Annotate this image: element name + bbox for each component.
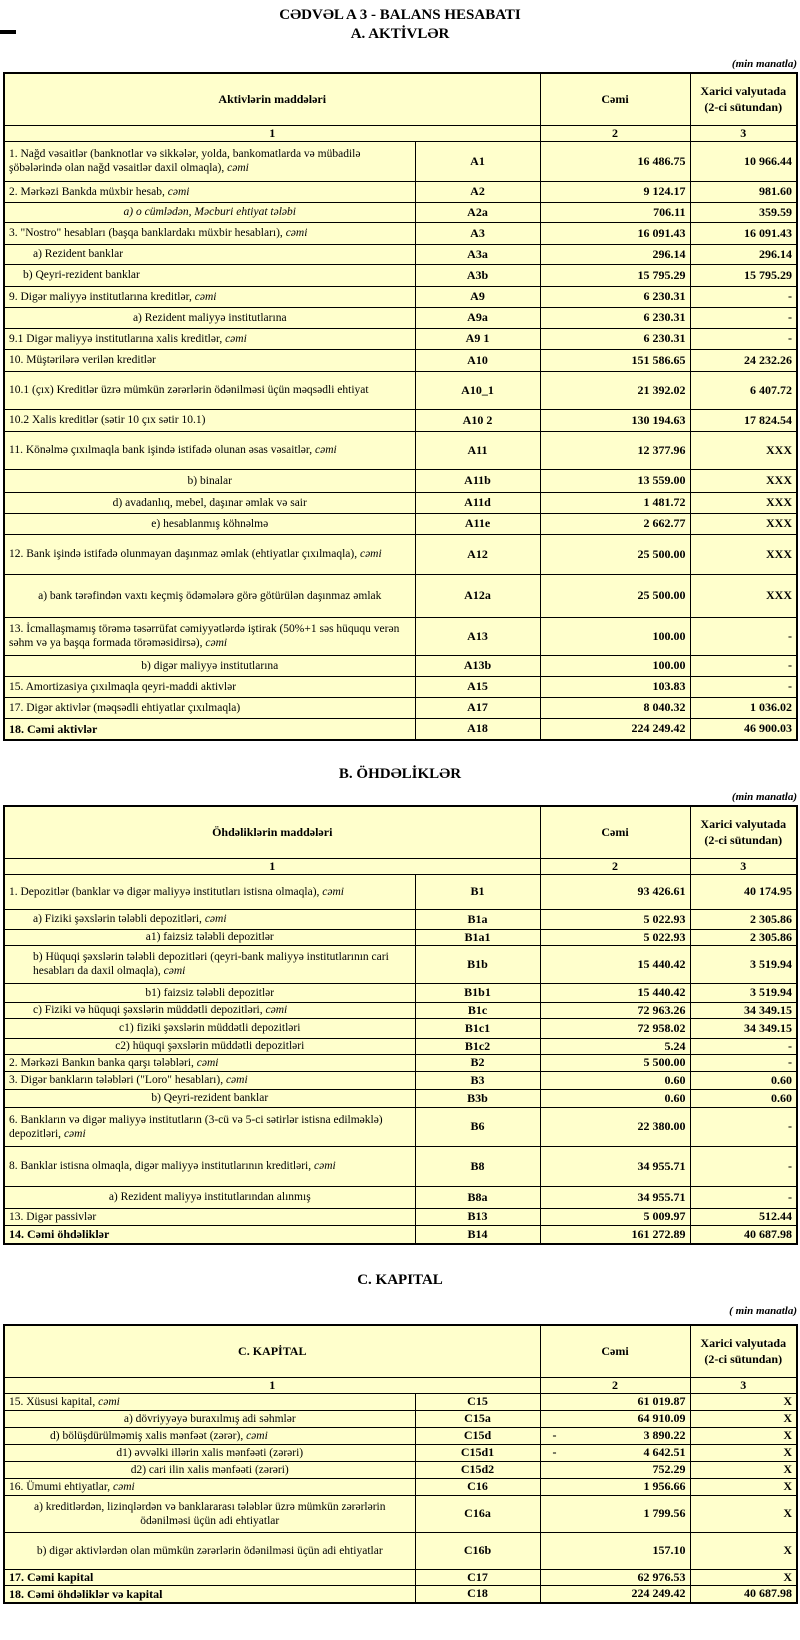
value-total: 15 440.42 bbox=[540, 983, 690, 1002]
col-total-header: Cəmi bbox=[540, 73, 690, 125]
scan-artifact bbox=[0, 30, 16, 34]
header-row bbox=[4, 1325, 797, 1377]
section-title-liabilities: B. ÖHDƏLİKLƏR bbox=[338, 766, 462, 782]
value-total: 224 249.42 bbox=[540, 718, 690, 740]
value-foreign: X bbox=[690, 1532, 797, 1569]
item-code: A10_1 bbox=[415, 371, 540, 409]
value-total: 34 955.71 bbox=[540, 1146, 690, 1186]
table-row bbox=[4, 1208, 797, 1225]
table-row bbox=[4, 676, 797, 697]
item-label: 18. Cəmi öhdəliklər və kapital bbox=[4, 1585, 415, 1603]
table-row bbox=[4, 574, 797, 617]
table-row bbox=[4, 409, 797, 431]
value-foreign: - bbox=[690, 1038, 797, 1054]
value-total: 157.10 bbox=[540, 1532, 690, 1569]
table-row bbox=[4, 1585, 797, 1603]
table-row bbox=[4, 469, 797, 492]
table-row bbox=[4, 1018, 797, 1038]
value-total: 1 956.66 bbox=[540, 1478, 690, 1495]
value-total: 5 022.93 bbox=[540, 909, 690, 929]
value-total: 100.00 bbox=[540, 617, 690, 655]
table-row bbox=[4, 1444, 797, 1461]
value-total: 21 392.02 bbox=[540, 371, 690, 409]
value-total: 93 426.61 bbox=[540, 874, 690, 909]
value-foreign: 359.59 bbox=[690, 202, 797, 222]
value-foreign: XXX bbox=[690, 469, 797, 492]
value-total: 706.11 bbox=[540, 202, 690, 222]
value-total: 25 500.00 bbox=[540, 574, 690, 617]
value-foreign: X bbox=[690, 1569, 797, 1585]
table-row bbox=[4, 945, 797, 983]
table-row bbox=[4, 492, 797, 513]
item-code: B1b bbox=[415, 945, 540, 983]
item-code: A12a bbox=[415, 574, 540, 617]
value-foreign: 2 305.86 bbox=[690, 909, 797, 929]
value-foreign: X bbox=[690, 1393, 797, 1410]
item-label: 2. Mərkəzi Bankın banka qarşı tələbləri, cəmi bbox=[4, 1054, 415, 1071]
item-code: A2a bbox=[415, 202, 540, 222]
value-foreign: 10 966.44 bbox=[690, 141, 797, 181]
value-total: 1 799.56 bbox=[540, 1495, 690, 1532]
value-total: 6 230.31 bbox=[540, 286, 690, 307]
item-code: A10 2 bbox=[415, 409, 540, 431]
item-label: b) digər aktivlərdən olan mümkün zərərlərin ödənilməsi üçün adi ehtiyatlar bbox=[4, 1532, 415, 1569]
item-label: 14. Cəmi öhdəliklər bbox=[4, 1225, 415, 1244]
table-row bbox=[4, 697, 797, 718]
value-foreign: - bbox=[690, 676, 797, 697]
table-row bbox=[4, 1478, 797, 1495]
table-row bbox=[4, 1569, 797, 1585]
item-label: 1. Nağd vəsaitlər (banknotlar və sikkələr, yolda, bankomatlarda və mübadilə şöbələrində olan nağd vəsaitlər daxil olmaqla), cəmi bbox=[4, 141, 415, 181]
value-total: 13 559.00 bbox=[540, 469, 690, 492]
item-label: 12. Bank işində istifadə olunmayan daşınmaz əmlak (ehtiyatlar çıxılmaqla), cəmi bbox=[4, 534, 415, 574]
value-total: - 3 890.22 bbox=[540, 1427, 690, 1444]
section-capital bbox=[0, 1271, 800, 1604]
item-label: 6. Bankların və digər maliyyə institutların (3-cü və 5-ci sətirlər istisna edilməklə) depozitləri, cəmi bbox=[4, 1107, 415, 1146]
value-total: 0.60 bbox=[540, 1071, 690, 1089]
item-code: A11e bbox=[415, 513, 540, 534]
value-foreign: 16 091.43 bbox=[690, 222, 797, 244]
value-total: 151 586.65 bbox=[540, 349, 690, 371]
table-row bbox=[4, 534, 797, 574]
value-foreign: - bbox=[690, 1146, 797, 1186]
item-label: 1. Depozitlər (banklar və digər maliyyə institutları istisna olmaqla), cəmi bbox=[4, 874, 415, 909]
page-title: CƏDVƏL A 3 - BALANS HESABATI bbox=[279, 7, 521, 23]
table-row bbox=[4, 1002, 797, 1018]
item-code: A12 bbox=[415, 534, 540, 574]
value-total: 161 272.89 bbox=[540, 1225, 690, 1244]
value-foreign: - bbox=[690, 617, 797, 655]
table-row bbox=[4, 307, 797, 328]
item-label: a) Rezident banklar bbox=[4, 244, 415, 264]
item-code: A1 bbox=[415, 141, 540, 181]
value-total: 1 481.72 bbox=[540, 492, 690, 513]
value-foreign: - bbox=[690, 328, 797, 349]
table-row bbox=[4, 617, 797, 655]
value-foreign: - bbox=[690, 1186, 797, 1208]
item-code: C18 bbox=[415, 1585, 540, 1603]
value-foreign: X bbox=[690, 1495, 797, 1532]
value-foreign: XXX bbox=[690, 492, 797, 513]
item-code: C15d1 bbox=[415, 1444, 540, 1461]
value-foreign: 40 687.98 bbox=[690, 1225, 797, 1244]
item-label: 9.1 Digər maliyyə institutlarına xalis kreditlər, cəmi bbox=[4, 328, 415, 349]
value-total: 25 500.00 bbox=[540, 534, 690, 574]
table-row bbox=[4, 513, 797, 534]
item-label: 2. Mərkəzi Bankda müxbir hesab, cəmi bbox=[4, 181, 415, 202]
item-code: A11d bbox=[415, 492, 540, 513]
value-foreign: X bbox=[690, 1410, 797, 1427]
item-code: C17 bbox=[415, 1569, 540, 1585]
col-num: 2 bbox=[540, 1377, 690, 1393]
col-num: 2 bbox=[540, 858, 690, 874]
item-label: 17. Cəmi kapital bbox=[4, 1569, 415, 1585]
table-row bbox=[4, 1054, 797, 1071]
col-num: 3 bbox=[690, 125, 797, 141]
table-row bbox=[4, 1186, 797, 1208]
col-total-header: Cəmi bbox=[540, 1325, 690, 1377]
value-total: 752.29 bbox=[540, 1461, 690, 1478]
item-code: B13 bbox=[415, 1208, 540, 1225]
value-foreign: 40 687.98 bbox=[690, 1585, 797, 1603]
item-label: 17. Digər aktivlər (məqsədli ehtiyatlar çıxılmaqla) bbox=[4, 697, 415, 718]
item-code: B1c bbox=[415, 1002, 540, 1018]
value-total: 72 963.26 bbox=[540, 1002, 690, 1018]
unit-note: ( min manatla) bbox=[729, 1305, 797, 1317]
value-total: 15 440.42 bbox=[540, 945, 690, 983]
item-label: 15. Xüsusi kapital, cəmi bbox=[4, 1393, 415, 1410]
table-row bbox=[4, 1146, 797, 1186]
value-total: 224 249.42 bbox=[540, 1585, 690, 1603]
unit-note: (min manatla) bbox=[731, 791, 797, 803]
value-foreign: X bbox=[690, 1478, 797, 1495]
item-code: A9a bbox=[415, 307, 540, 328]
value-foreign: 296.14 bbox=[690, 244, 797, 264]
item-code: A9 bbox=[415, 286, 540, 307]
value-foreign: 15 795.29 bbox=[690, 264, 797, 286]
item-label: c) Fiziki və hüquqi şəxslərin müddətli depozitləri, cəmi bbox=[4, 1002, 415, 1018]
value-total: 0.60 bbox=[540, 1089, 690, 1107]
col-total-header: Cəmi bbox=[540, 806, 690, 858]
item-label: d1) əvvəlki illərin xalis mənfəəti (zərəri) bbox=[4, 1444, 415, 1461]
value-total: 16 486.75 bbox=[540, 141, 690, 181]
table-row bbox=[4, 141, 797, 181]
item-label: a) Fiziki şəxslərin tələbli depozitləri, cəmi bbox=[4, 909, 415, 929]
unit-note: (min manatla) bbox=[731, 58, 797, 70]
item-code: B1c2 bbox=[415, 1038, 540, 1054]
value-total: 5 500.00 bbox=[540, 1054, 690, 1071]
item-code: A3a bbox=[415, 244, 540, 264]
table-row bbox=[4, 1427, 797, 1444]
item-code: A2 bbox=[415, 181, 540, 202]
item-code: C15a bbox=[415, 1410, 540, 1427]
item-code: B1 bbox=[415, 874, 540, 909]
value-foreign: 0.60 bbox=[690, 1071, 797, 1089]
table-row bbox=[4, 909, 797, 929]
header-row bbox=[4, 806, 797, 858]
col-items-header: C. KAPİTAL bbox=[4, 1325, 540, 1377]
value-foreign: - bbox=[690, 1107, 797, 1146]
minus-sign: - bbox=[552, 1445, 557, 1459]
section-title-capital: C. KAPITAL bbox=[357, 1272, 443, 1288]
item-label: a) bank tərəfindən vaxtı keçmiş ödəmələrə görə götürülən daşınmaz əmlak bbox=[4, 574, 415, 617]
table-row bbox=[4, 1461, 797, 1478]
minus-sign: - bbox=[552, 1428, 557, 1442]
value-foreign: - bbox=[690, 307, 797, 328]
value-total: 15 795.29 bbox=[540, 264, 690, 286]
item-label: 9. Digər maliyyə institutlarına kreditlər, cəmi bbox=[4, 286, 415, 307]
item-label: d) bölüşdürülməmiş xalis mənfəət (zərər), cəmi bbox=[4, 1427, 415, 1444]
table-row bbox=[4, 718, 797, 740]
value-foreign: - bbox=[690, 655, 797, 676]
value-total: 16 091.43 bbox=[540, 222, 690, 244]
value-total: 296.14 bbox=[540, 244, 690, 264]
item-label: 3. "Nostro" hesabları (başqa banklardakı müxbir hesabları), cəmi bbox=[4, 222, 415, 244]
item-code: C15 bbox=[415, 1393, 540, 1410]
item-label: 3. Digər bankların tələbləri ("Loro" hesabları), cəmi bbox=[4, 1071, 415, 1089]
item-code: B14 bbox=[415, 1225, 540, 1244]
value-total: 8 040.32 bbox=[540, 697, 690, 718]
value-foreign: 2 305.86 bbox=[690, 929, 797, 945]
item-code: B6 bbox=[415, 1107, 540, 1146]
value-total: 6 230.31 bbox=[540, 307, 690, 328]
value-foreign: - bbox=[690, 286, 797, 307]
value-total: 2 662.77 bbox=[540, 513, 690, 534]
table-row bbox=[4, 431, 797, 469]
item-label: 10.2 Xalis kreditlər (sətir 10 çıx sətir 10.1) bbox=[4, 409, 415, 431]
col-items-header: Aktivlərin maddələri bbox=[4, 73, 540, 125]
item-code: B3 bbox=[415, 1071, 540, 1089]
col-num: 1 bbox=[4, 858, 540, 874]
value-foreign: 6 407.72 bbox=[690, 371, 797, 409]
section-liabilities bbox=[0, 765, 800, 1245]
value-foreign: 1 036.02 bbox=[690, 697, 797, 718]
item-label: b) digər maliyyə institutlarına bbox=[4, 655, 415, 676]
item-label: 15. Amortizasiya çıxılmaqla qeyri-maddi aktivlər bbox=[4, 676, 415, 697]
value-foreign: X bbox=[690, 1427, 797, 1444]
table-row bbox=[4, 1089, 797, 1107]
item-label: c1) fiziki şəxslərin müddətli depozitləri bbox=[4, 1018, 415, 1038]
item-label: a) Rezident maliyyə institutlarından alınmış bbox=[4, 1186, 415, 1208]
value-total: 64 910.09 bbox=[540, 1410, 690, 1427]
col-foreign-header: Xarici valyutada (2-ci sütundan) bbox=[690, 806, 797, 858]
table-row bbox=[4, 1495, 797, 1532]
table-row bbox=[4, 181, 797, 202]
item-code: A11 bbox=[415, 431, 540, 469]
value-foreign: 3 519.94 bbox=[690, 945, 797, 983]
value-total: 6 230.31 bbox=[540, 328, 690, 349]
value-foreign: 24 232.26 bbox=[690, 349, 797, 371]
value-foreign: 17 824.54 bbox=[690, 409, 797, 431]
value-total: 5 022.93 bbox=[540, 929, 690, 945]
value-total: 12 377.96 bbox=[540, 431, 690, 469]
item-label: 10. Müştərilərə verilən kreditlər bbox=[4, 349, 415, 371]
item-label: b) Qeyri-rezident banklar bbox=[4, 1089, 415, 1107]
item-code: A10 bbox=[415, 349, 540, 371]
item-code: B1c1 bbox=[415, 1018, 540, 1038]
col-num: 3 bbox=[690, 1377, 797, 1393]
table-row bbox=[4, 1038, 797, 1054]
value-foreign: 0.60 bbox=[690, 1089, 797, 1107]
table-row bbox=[4, 1107, 797, 1146]
item-label: 16. Ümumi ehtiyatlar, cəmi bbox=[4, 1478, 415, 1495]
table-row bbox=[4, 874, 797, 909]
item-code: A13 bbox=[415, 617, 540, 655]
item-label: 13. İcmallaşmamış törəmə təsərrüfat cəmiyyətlərdə iştirak (50%+1 səs hüququ verən səhm və ya başqa formada törəməsidirsə), cəmi bbox=[4, 617, 415, 655]
item-label: 13. Digər passivlər bbox=[4, 1208, 415, 1225]
table-row bbox=[4, 328, 797, 349]
item-code: B8a bbox=[415, 1186, 540, 1208]
table-row bbox=[4, 1225, 797, 1244]
value-total: 100.00 bbox=[540, 655, 690, 676]
item-code: B1b1 bbox=[415, 983, 540, 1002]
table-row bbox=[4, 371, 797, 409]
item-code: A3b bbox=[415, 264, 540, 286]
value-foreign: XXX bbox=[690, 534, 797, 574]
table-row bbox=[4, 655, 797, 676]
col-items-header: Öhdəliklərin maddələri bbox=[4, 806, 540, 858]
value-foreign: XXX bbox=[690, 431, 797, 469]
col-foreign-header: Xarici valyutada (2-ci sütundan) bbox=[690, 73, 797, 125]
item-label: 8. Banklar istisna olmaqla, digər maliyyə institutlarının kreditləri, cəmi bbox=[4, 1146, 415, 1186]
item-code: A13b bbox=[415, 655, 540, 676]
table-row bbox=[4, 983, 797, 1002]
item-code: C15d2 bbox=[415, 1461, 540, 1478]
item-code: A17 bbox=[415, 697, 540, 718]
item-label: a1) faizsiz tələbli depozitlər bbox=[4, 929, 415, 945]
sections-container bbox=[0, 58, 800, 1604]
value-foreign: XXX bbox=[690, 574, 797, 617]
table-row bbox=[4, 222, 797, 244]
value-foreign: 34 349.15 bbox=[690, 1002, 797, 1018]
item-label: b) binalar bbox=[4, 469, 415, 492]
value-total: 9 124.17 bbox=[540, 181, 690, 202]
value-foreign: 46 900.03 bbox=[690, 718, 797, 740]
item-code: B1a1 bbox=[415, 929, 540, 945]
value-total: 61 019.87 bbox=[540, 1393, 690, 1410]
page-subtitle: A. AKTİVLƏR bbox=[350, 26, 450, 42]
table-row bbox=[4, 244, 797, 264]
item-label: c2) hüquqi şəxslərin müddətli depozitləri bbox=[4, 1038, 415, 1054]
title-block bbox=[0, 0, 800, 44]
table-row bbox=[4, 1393, 797, 1410]
column-number-row bbox=[4, 1377, 797, 1393]
value-foreign: - bbox=[690, 1054, 797, 1071]
col-num: 2 bbox=[540, 125, 690, 141]
item-code: C16a bbox=[415, 1495, 540, 1532]
item-code: B1a bbox=[415, 909, 540, 929]
col-num: 1 bbox=[4, 125, 540, 141]
table-row bbox=[4, 349, 797, 371]
value-foreign: XXX bbox=[690, 513, 797, 534]
item-label: d) avadanlıq, mebel, daşınar əmlak və sair bbox=[4, 492, 415, 513]
balance-table-liabilities bbox=[3, 805, 798, 1245]
item-label: a) Rezident maliyyə institutlarına bbox=[4, 307, 415, 328]
col-num: 3 bbox=[690, 858, 797, 874]
table-row bbox=[4, 1410, 797, 1427]
value-total: 62 976.53 bbox=[540, 1569, 690, 1585]
col-num: 1 bbox=[4, 1377, 540, 1393]
item-label: a) dövriyyəyə buraxılmış adi səhmlər bbox=[4, 1410, 415, 1427]
item-code: A15 bbox=[415, 676, 540, 697]
value-total: 130 194.63 bbox=[540, 409, 690, 431]
table-row bbox=[4, 286, 797, 307]
item-code: C16 bbox=[415, 1478, 540, 1495]
item-code: A11b bbox=[415, 469, 540, 492]
item-code: B3b bbox=[415, 1089, 540, 1107]
item-code: A3 bbox=[415, 222, 540, 244]
table-row bbox=[4, 264, 797, 286]
value-foreign: 34 349.15 bbox=[690, 1018, 797, 1038]
item-label: 11. Könəlmə çıxılmaqla bank işində istifadə olunan əsas vəsaitlər, cəmi bbox=[4, 431, 415, 469]
item-code: B8 bbox=[415, 1146, 540, 1186]
item-code: B2 bbox=[415, 1054, 540, 1071]
balance-table-capital bbox=[3, 1324, 798, 1604]
item-label: a) o cümlədən, Məcburi ehtiyat tələbi bbox=[4, 202, 415, 222]
item-label: b) Hüquqi şəxslərin tələbli depozitləri (qeyri-bank maliyyə institutlarının cari hesabları da daxil olmaqla), cəmi bbox=[4, 945, 415, 983]
table-row bbox=[4, 929, 797, 945]
item-label: b1) faizsiz tələbli depozitlər bbox=[4, 983, 415, 1002]
value-total: 5 009.97 bbox=[540, 1208, 690, 1225]
header-row bbox=[4, 73, 797, 125]
value-total: 34 955.71 bbox=[540, 1186, 690, 1208]
item-label: 18. Cəmi aktivlər bbox=[4, 718, 415, 740]
item-code: A9 1 bbox=[415, 328, 540, 349]
column-number-row bbox=[4, 125, 797, 141]
table-row bbox=[4, 1071, 797, 1089]
value-total: - 4 642.51 bbox=[540, 1444, 690, 1461]
value-total: 103.83 bbox=[540, 676, 690, 697]
table-row bbox=[4, 202, 797, 222]
value-total: 5.24 bbox=[540, 1038, 690, 1054]
value-foreign: 512.44 bbox=[690, 1208, 797, 1225]
value-foreign: 3 519.94 bbox=[690, 983, 797, 1002]
value-foreign: 981.60 bbox=[690, 181, 797, 202]
item-label: a) kreditlərdən, lizinqlərdən və banklararası tələblər üzrə mümkün zərərlərin ödənilməsi üçün adi ehtiyatlar bbox=[4, 1495, 415, 1532]
item-label: e) hesablanmış köhnəlmə bbox=[4, 513, 415, 534]
item-label: b) Qeyri-rezident banklar bbox=[4, 264, 415, 286]
item-label: 10.1 (çıx) Kreditlər üzrə mümkün zərərlərin ödənilməsi üçün məqsədli ehtiyat bbox=[4, 371, 415, 409]
item-code: C15d bbox=[415, 1427, 540, 1444]
column-number-row bbox=[4, 858, 797, 874]
item-code: C16b bbox=[415, 1532, 540, 1569]
table-row bbox=[4, 1532, 797, 1569]
value-foreign: X bbox=[690, 1444, 797, 1461]
balance-table-assets bbox=[3, 72, 798, 741]
item-label: d2) cari ilin xalis mənfəəti (zərəri) bbox=[4, 1461, 415, 1478]
section-assets bbox=[0, 58, 800, 741]
value-foreign: X bbox=[690, 1461, 797, 1478]
item-code: A18 bbox=[415, 718, 540, 740]
value-foreign: 40 174.95 bbox=[690, 874, 797, 909]
col-foreign-header: Xarici valyutada (2-ci sütundan) bbox=[690, 1325, 797, 1377]
value-total: 72 958.02 bbox=[540, 1018, 690, 1038]
value-total: 22 380.00 bbox=[540, 1107, 690, 1146]
